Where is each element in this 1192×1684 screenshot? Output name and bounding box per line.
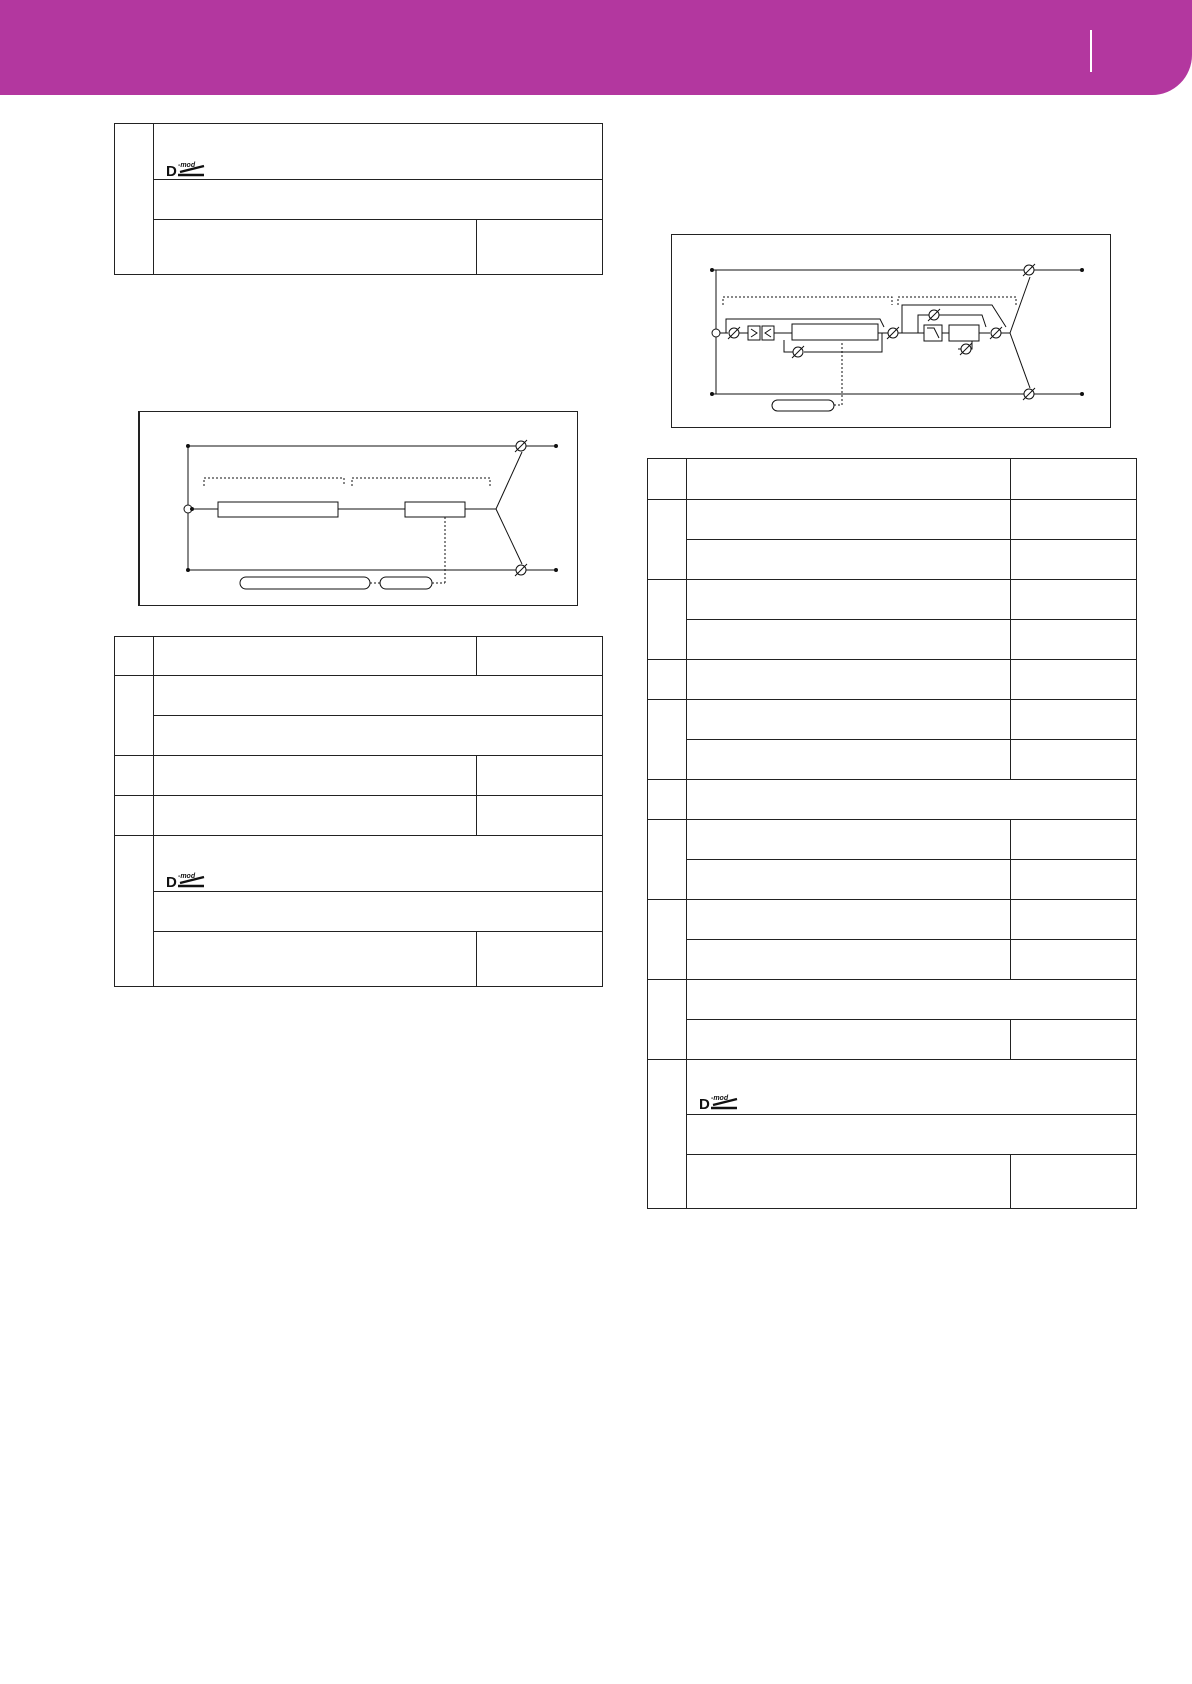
left-param-table — [114, 636, 603, 987]
d-mod-icon — [166, 160, 208, 178]
svg-text:-mod: -mod — [178, 162, 196, 169]
svg-text:D: D — [699, 1096, 710, 1111]
svg-text:-mod: -mod — [178, 873, 196, 880]
svg-text:D: D — [166, 874, 177, 889]
right-param-table — [647, 458, 1137, 1209]
svg-text:-mod: -mod — [711, 1095, 729, 1102]
d-mod-icon — [166, 871, 208, 889]
page-header-bar — [0, 0, 1192, 95]
left-diagram-svg — [140, 412, 578, 605]
svg-text:D: D — [166, 163, 177, 178]
left-signal-diagram — [138, 411, 578, 606]
header-divider — [1090, 30, 1092, 72]
right-signal-diagram — [671, 234, 1111, 428]
right-diagram-svg — [672, 235, 1110, 427]
d-mod-icon — [699, 1093, 741, 1111]
left-top-table — [114, 123, 603, 275]
